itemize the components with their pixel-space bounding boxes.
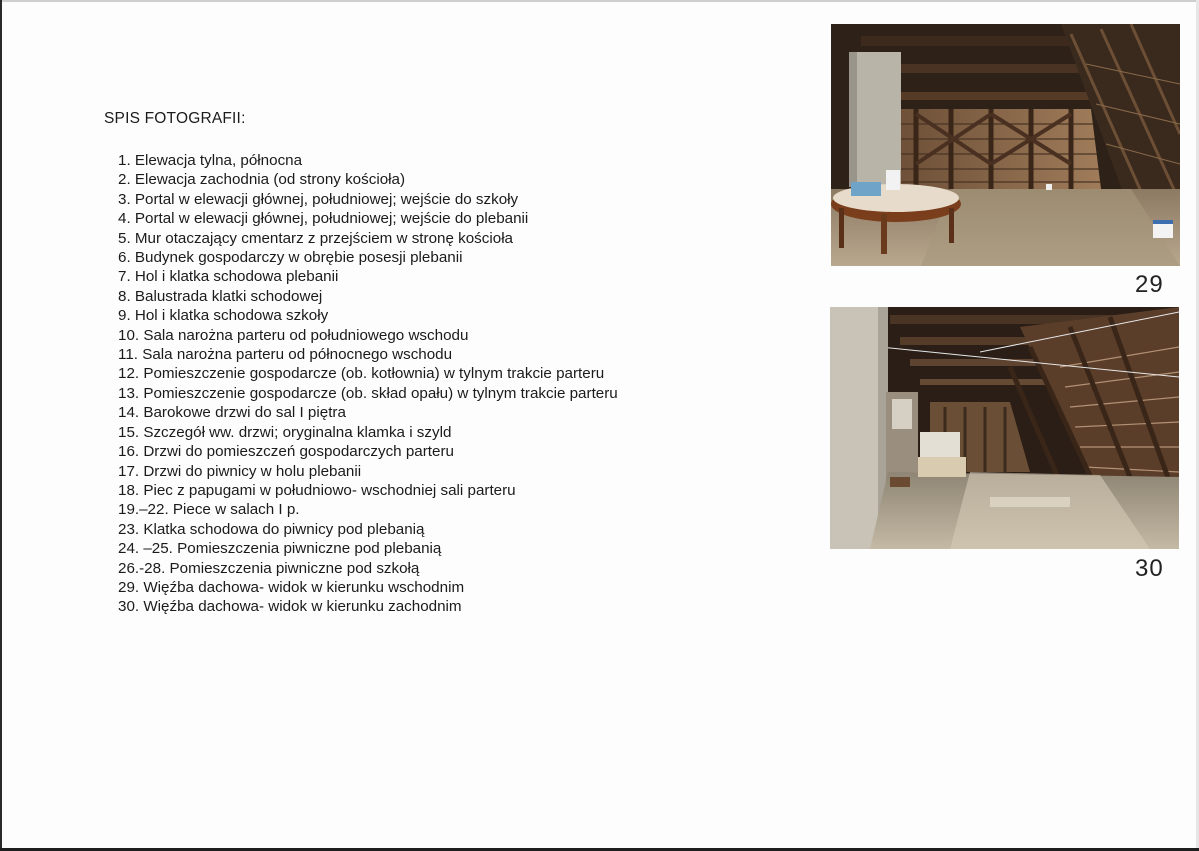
list-item: 13. Pomieszczenie gospodarcze (ob. skład opału) w tylnym trakcie parteru [118,384,618,402]
list-item: 6. Budynek gospodarczy w obrębie posesji plebanii [118,249,463,267]
list-item: 3. Portal w elewacji głównej, południowej; wejście do szkoły [118,190,519,208]
list-item: 11. Sala narożna parteru od północnego wschodu [118,346,453,364]
scan-edge-left [0,0,2,851]
photo-29-roof-truss [831,24,1180,266]
list-item: 19.–22. Piece w salach I p. [118,501,300,519]
list-item: 18. Piec z papugami w południowo- wschodniej sali parteru [118,481,516,499]
photo-list [118,151,618,617]
list-item: 12. Pomieszczenie gospodarcze (ob. kotłownia) w tylnym trakcie parteru [118,365,605,383]
list-item: 24. –25. Pomieszczenia piwniczne pod plebanią [118,540,442,558]
list-item: 23. Klatka schodowa do piwnicy pod plebanią [118,520,425,538]
list-item: 5. Mur otaczający cmentarz z przejściem w stronę kościoła [118,229,514,247]
list-item: 8. Balustrada klatki schodowej [118,287,323,305]
photo-30-roof-truss [830,307,1179,549]
list-item: 10. Sala narożna parteru od południowego wschodu [118,326,469,344]
list-item: 17. Drzwi do piwnicy w holu plebanii [118,462,362,480]
list-item: 1. Elewacja tylna, północna [118,152,303,169]
list-item: 26.-28. Pomieszczenia piwniczne pod szkołą [118,559,420,577]
list-item: 30. Więźba dachowa- widok w kierunku zachodnim [118,598,462,616]
list-item: 16. Drzwi do pomieszczeń gospodarczych parteru [118,443,454,461]
list-item: 14. Barokowe drzwi do sal I piętra [118,404,346,422]
list-item: 2. Elewacja zachodnia (od strony kościoła) [118,171,406,189]
scan-edge-top [0,0,1199,2]
list-item: 4. Portal w elewacji głównej, południowej; wejście do plebanii [118,210,529,228]
list-item: 7. Hol i klatka schodowa plebanii [118,268,339,286]
list-item: 15. Szczegół ww. drzwi; oryginalna klamka i szyld [118,423,452,441]
document-heading: SPIS FOTOGRAFII: [104,110,246,127]
list-item: 29. Więźba dachowa- widok w kierunku wschodnim [118,578,465,596]
list-item: 9. Hol i klatka schodowa szkoły [118,307,329,325]
photo-number: 29 [1135,271,1164,298]
photo-number: 30 [1135,555,1164,582]
